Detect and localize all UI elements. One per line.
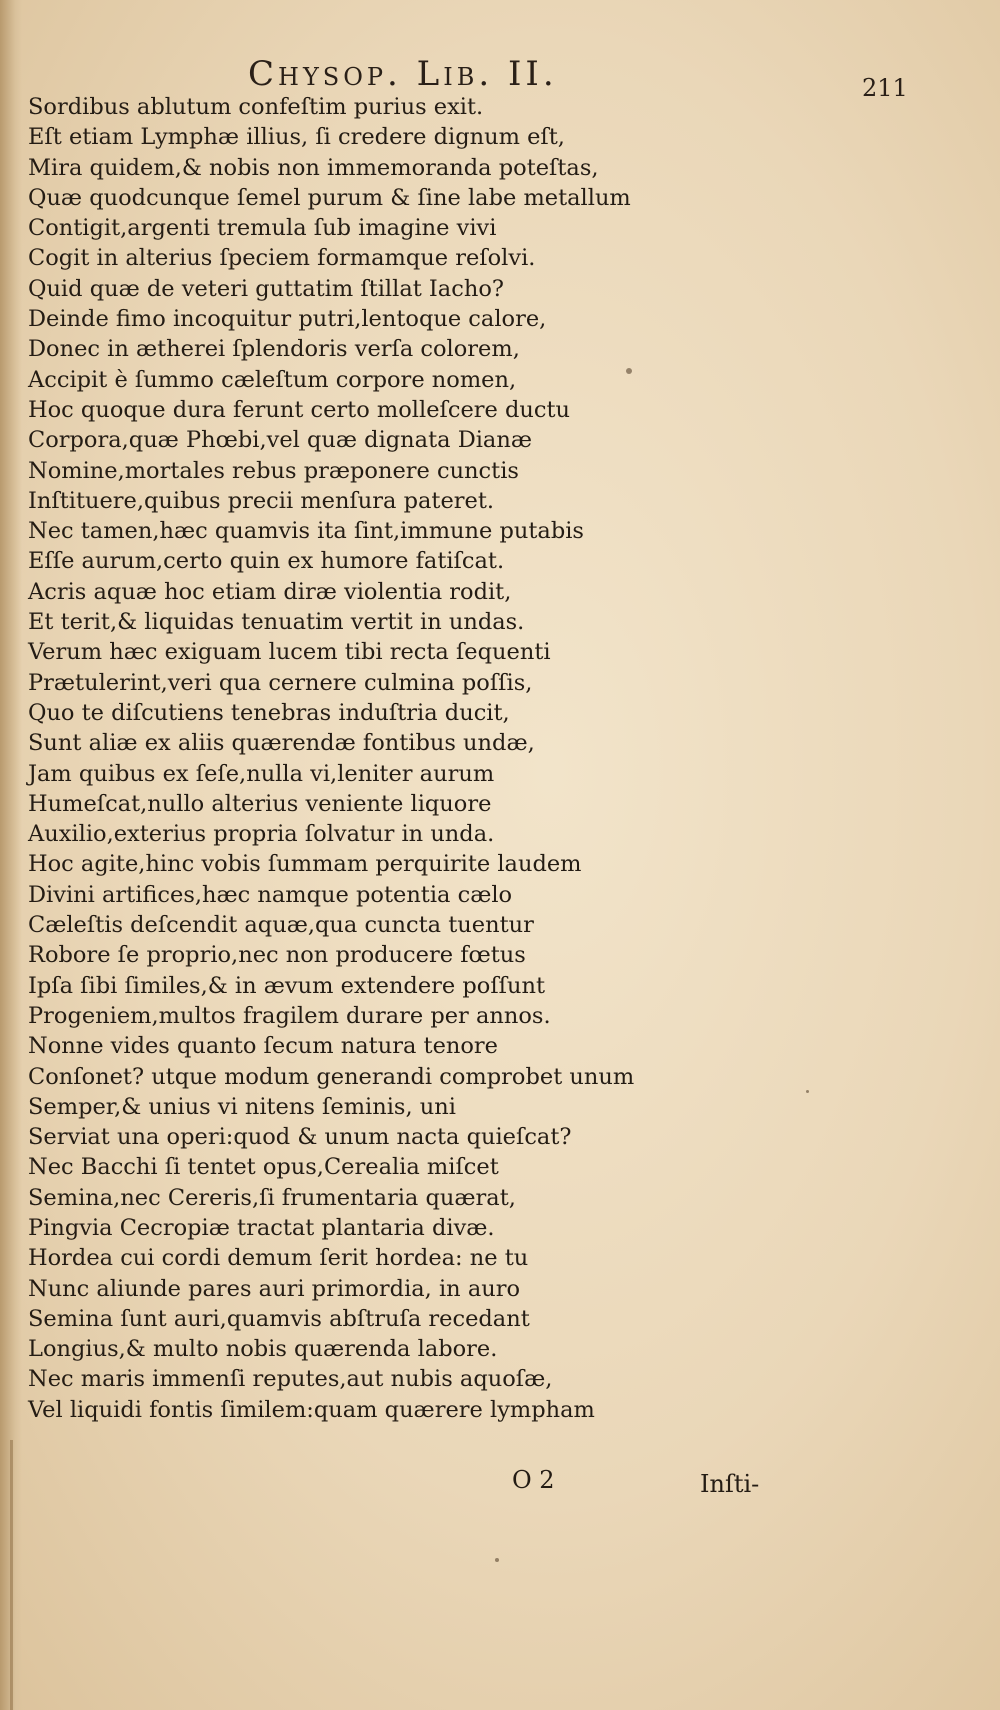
ink-speck: [495, 1558, 499, 1562]
verse-line: Sordibus ablutum confeſtim purius exit.: [28, 94, 484, 120]
verse-line: Auxilio,exterius propria ſolvatur in unda.: [28, 821, 495, 848]
verse-line: Pingvia Cecropiæ tractat plantaria divæ.: [28, 1214, 495, 1241]
binding-crease: [10, 1440, 13, 1710]
verse-block: [28, 92, 688, 1425]
verse-line: Quo te diſcutiens tenebras induſtria ducit,: [28, 699, 510, 726]
verse-line: Nec tamen,hæc quamvis ita ſint,immune putabis: [28, 518, 584, 545]
ink-speck: [626, 368, 632, 374]
verse-line: Contigit,argenti tremula ſub imagine vivi: [28, 215, 497, 242]
verse-line: Accipit è ſummo cæleſtum corpore nomen,: [28, 366, 517, 393]
verse-line: Eſſe aurum,certo quin ex humore fatiſcat.: [28, 548, 505, 575]
verse-line: Jam quibus ex ſeſe,nulla vi,leniter aurum: [28, 760, 495, 787]
verse-line: Mira quidem,& nobis non immemoranda poteſtas,: [28, 154, 599, 181]
verse-line: Inſtituere,quibus precii menſura pateret.: [28, 487, 495, 514]
verse-line: Nec maris immenſi reputes,aut nubis aquoſæ,: [28, 1366, 553, 1393]
verse-line: Conſonet? utque modum generandi comprobet unum: [28, 1063, 635, 1090]
verse-line: Hordea cui cordi demum ſerit hordea: ne tu: [28, 1245, 529, 1272]
verse-line: Nec Bacchi ſi tentet opus,Cerealia miſcet: [28, 1154, 499, 1181]
verse-line: Hoc quoque dura ferunt certo molleſcere ductu: [28, 396, 571, 423]
verse-line: Progeniem,multos fragilem durare per annos.: [28, 1002, 551, 1029]
catchword: Inſti-: [700, 1470, 760, 1498]
verse-line: Eſt etiam Lymphæ illius, ſi credere dignum eſt,: [28, 124, 565, 151]
verse-line: Vel liquidi fontis ſimilem:quam quærere lympham: [28, 1396, 595, 1423]
verse-line: Donec in ætherei ſplendoris verſa colorem,: [28, 336, 520, 363]
running-head: Chysop. Lib. II.: [248, 54, 558, 94]
verse-line: Hoc agite,hinc vobis ſummam perquirite laudem: [28, 851, 582, 878]
page-number: 211: [862, 74, 908, 102]
verse-line: Semina,nec Cereris,ſi frumentaria quærat,: [28, 1184, 516, 1211]
verse-line: Quæ quodcunque ſemel purum & ſine labe metallum: [28, 184, 631, 211]
verse-line: Semina ſunt auri,quamvis abſtruſa recedant: [28, 1305, 530, 1332]
verse-line: Serviat una operi:quod & unum nacta quieſcat?: [28, 1124, 572, 1151]
signature-mark: O 2: [512, 1466, 555, 1494]
verse-line: Robore ſe proprio,nec non producere fœtus: [28, 942, 526, 969]
verse-line: Longius,& multo nobis quærenda labore.: [28, 1336, 498, 1363]
verse-line: Corpora,quæ Phœbi,vel quæ dignata Dianæ: [28, 427, 532, 454]
verse-line: Deinde fimo incoquitur putri,lentoque calore,: [28, 306, 547, 333]
verse-line: Humeſcat,nullo alterius veniente liquore: [28, 790, 492, 817]
verse-line: Nonne vides quanto ſecum natura tenore: [28, 1033, 498, 1060]
verse-line: Divini artifices,hæc namque potentia cælo: [28, 881, 513, 908]
verse-line: Et terit,& liquidas tenuatim vertit in undas.: [28, 609, 525, 636]
verse-line: Prætulerint,veri qua cernere culmina poſſis,: [28, 669, 533, 696]
verse-line: Cogit in alterius ſpeciem formamque reſolvi.: [28, 245, 536, 272]
verse-line: Nunc aliunde pares auri primordia, in auro: [28, 1275, 521, 1302]
verse-line: Semper,& unius vi nitens ſeminis, uni: [28, 1093, 456, 1120]
ink-speck: [806, 1090, 809, 1093]
verse-line: Verum hæc exiguam lucem tibi recta ſequenti: [28, 639, 551, 666]
verse-line: Ipſa ſibi ſimiles,& in ævum extendere poſſunt: [28, 972, 546, 999]
verse-line: Quid quæ de veteri guttatim ſtillat Iacho?: [28, 275, 504, 302]
verse-line: Acris aquæ hoc etiam diræ violentia rodit,: [28, 578, 512, 605]
verse-line: Nomine,mortales rebus præponere cunctis: [28, 457, 519, 484]
verse-line: Sunt aliæ ex aliis quærendæ fontibus undæ,: [28, 730, 535, 757]
verse-line: Cæleſtis deſcendit aquæ,qua cuncta tuentur: [28, 912, 534, 939]
